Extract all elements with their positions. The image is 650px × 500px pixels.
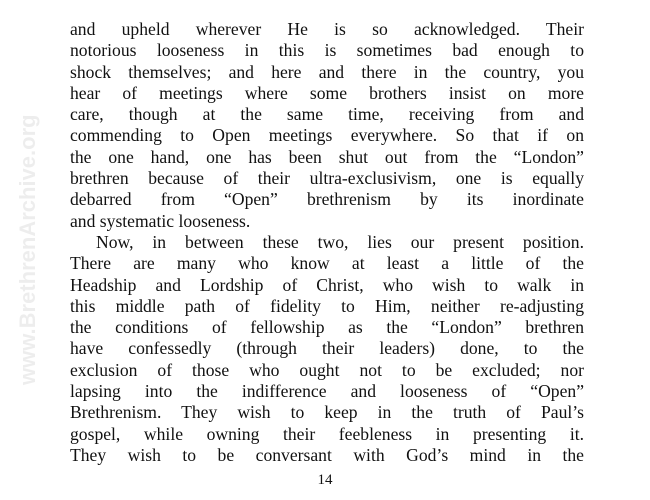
- paragraph: [70, 232, 584, 466]
- text-line: There are many who know at least a little of the: [70, 253, 584, 274]
- text-line: Now, in between these two, lies our present position.: [96, 231, 584, 252]
- text-line: exclusion of those who ought not to be excluded; nor: [70, 359, 584, 380]
- text-line: commending to Open meetings everywhere. So that if on: [70, 125, 584, 146]
- text-line: notorious looseness in this is sometimes bad enough to: [70, 40, 584, 61]
- text-line: the conditions of fellowship as the “London” brethren: [70, 317, 584, 338]
- text-line: brethren because of their ultra-exclusivism, one is equally: [70, 168, 584, 189]
- page-body: [70, 19, 584, 466]
- paragraph: [70, 19, 584, 232]
- text-line: lapsing into the indifference and looseness of “Open”: [70, 381, 584, 402]
- text-line: and upheld wherever He is so acknowledged. Their: [70, 19, 584, 39]
- text-line: debarred from “Open” brethrenism by its inordinate: [70, 189, 584, 210]
- text-line: gospel, while owning their feebleness in presenting it.: [70, 423, 584, 444]
- page-number: 14: [317, 472, 333, 488]
- text-line: Headship and Lordship of Christ, who wish to walk in: [70, 274, 584, 295]
- text-line: shock themselves; and here and there in the country, you: [70, 61, 584, 82]
- text-line: Brethrenism. They wish to keep in the truth of Paul’s: [70, 402, 584, 423]
- text-line: hear of meetings where some brothers insist on more: [70, 82, 584, 103]
- text-line: and systematic looseness.: [70, 210, 251, 231]
- text-line: this middle path of fidelity to Him, neither re-adjusting: [70, 295, 584, 316]
- watermark: www.BrethrenArchive.org: [15, 114, 40, 386]
- text-line: the one hand, one has been shut out from the “London”: [70, 146, 584, 167]
- text-line: have confessedly (through their leaders) done, to the: [70, 338, 584, 359]
- text-line: care, though at the same time, receiving from and: [70, 104, 584, 125]
- text-line: They wish to be conversant with God’s mind in the: [70, 444, 584, 465]
